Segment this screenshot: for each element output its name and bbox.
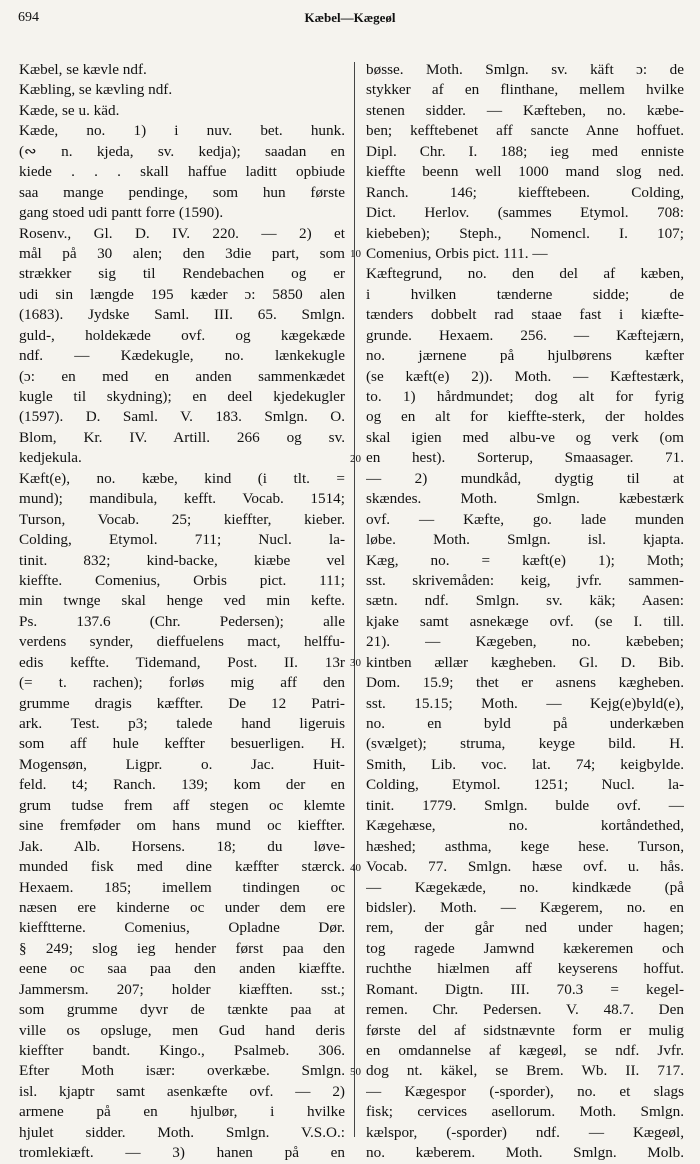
text-line: grumme dragis kæffter. De 12 Patri- — [19, 694, 345, 712]
text-line: tinit. 1779. Smlgn. bulde ovf. — — [366, 796, 684, 814]
text-line: eene oc saa paa den anden kiæffte. — [19, 960, 345, 978]
text-line: (se kæft(e) 2)). Moth. — Kæftestærk, — [366, 367, 684, 385]
text-line: Kæft(e), no. kæbe, kind (i tlt. = — [19, 469, 345, 487]
text-line: guld-, holdekæde ovf. og kægekæde — [19, 326, 345, 344]
text-line: som grumme dyvr de tænkte paa at — [19, 1001, 345, 1019]
text-line: Rosenv., Gl. D. IV. 220. — 2) et — [19, 224, 345, 242]
text-line: kiefftterne. Comenius, Opladne Dør. — [19, 919, 345, 937]
text-line: næsen ere kinderne oc under dem ere — [19, 898, 345, 916]
text-line: (∾ n. kjeda, sv. kedja); saadan en — [19, 142, 345, 160]
text-line: (1597). D. Saml. V. 183. Smlgn. O. — [19, 408, 345, 426]
text-line: — 2) mundkåd, dygtig til at — [366, 469, 684, 487]
text-line: sine fremføder om hans mund oc kieffter. — [19, 817, 345, 835]
text-line: (svælget); struma, keyge bild. H. — [366, 735, 684, 753]
text-line: Comenius, Orbis pict. 111. — — [366, 244, 548, 262]
column-divider — [354, 62, 355, 1137]
text-line: no. jærnene på hjulbørens kæfter — [366, 347, 684, 365]
text-line: sætn. ndf. Smlgn. sv. käk; Aasen: — [366, 592, 684, 610]
text-line: løbe. Moth. Smlgn. isl. kjapta. — [366, 531, 684, 549]
text-line: en hest). Sorterup, Smaasager. 71. — [366, 449, 684, 467]
text-line: sst. 15.15; Moth. — Kejg(e)byld(e), — [366, 694, 684, 712]
text-line: Mogensøn, Ligpr. o. Jac. Huit- — [19, 755, 345, 773]
right-column — [366, 60, 684, 1164]
text-line: bøsse. Moth. Smlgn. sv. käft ɔ: de — [366, 61, 684, 78]
text-line: tog ragede Jamwnd kækeremen och — [366, 939, 684, 957]
text-line: Colding, Etymol. 1251; Nucl. la- — [366, 776, 684, 794]
text-line: Kæg, no. = kæft(e) 1); Moth; — [366, 551, 684, 569]
text-line: Kæbling, se kævling ndf. — [19, 81, 173, 99]
text-line: Dipl. Chr. I. 188; ieg med enniste — [366, 142, 684, 160]
text-line: en omdannelse af kægeøl, se ndf. Jvfr. — [366, 1042, 684, 1059]
text-line: dog nt. käkel, se Brem. Wb. II. 717. — [366, 1062, 684, 1080]
text-line: Jammersm. 207; holder kiæfften. sst.; — [19, 980, 345, 998]
text-line: ovf. — Kæfte, go. lade munden — [366, 510, 684, 528]
text-line: skændes. Moth. Smlgn. kæbestærk — [366, 490, 684, 508]
text-line: udi sin længde 195 kæder ɔ: 5850 alen — [19, 285, 345, 303]
text-line: Ranch. 146; kiefftebeen. Colding, — [366, 183, 684, 201]
text-line: Kægehæse, no. kortåndethed, — [366, 817, 684, 835]
text-line: Dict. Herlov. (sammes Etymol. 708: — [366, 204, 684, 222]
text-line: Jak. Alb. Horsens. 18; du løve- — [19, 837, 345, 855]
text-line: Blom, Kr. IV. Artill. 266 og sv. — [19, 428, 345, 446]
running-title: Kæbel—Kægeøl — [304, 10, 396, 25]
text-line: kjake samt asnekæge ovf. (se I. till. — [366, 612, 684, 630]
text-line: rem, der går ned under hagen; — [366, 919, 684, 937]
text-line: (= t. rachen); forløs mig aff den — [19, 674, 345, 692]
line-number: 50 — [350, 1066, 361, 1079]
text-line: Efter Moth især: overkæbe. Smlgn. — [19, 1062, 345, 1080]
text-line: Colding, Etymol. 711; Nucl. la- — [19, 531, 345, 549]
text-line: kintben ællær kægheben. Gl. D. Bib. — [366, 653, 684, 671]
text-line: edis keffte. Tidemand, Post. II. 13r — [19, 653, 345, 671]
text-line: kieffte beenn well 1000 mand slog ned. — [366, 163, 684, 181]
text-line: Vocab. 77. Smlgn. hæse ovf. u. hås. — [366, 858, 684, 876]
text-line: grum tudse frem aff stegen oc klemte — [19, 796, 345, 814]
text-line: mund); mandibula, kefft. Vocab. 1514; — [19, 490, 345, 508]
text-line: ruchthe hiælmen aff keyserens hoffut. — [366, 960, 684, 978]
line-number: 20 — [350, 452, 361, 465]
text-line: fisk; cervices asellorum. Moth. Smlgn. — [366, 1103, 684, 1121]
text-line: ville os opsluge, men Gud hand deris — [19, 1021, 345, 1039]
text-line: feld. t4; Ranch. 139; kom der en — [19, 776, 345, 794]
text-line: grunde. Hexaem. 256. — Kæftejærn, — [366, 326, 684, 344]
text-line: 21). — Kægeben, no. kæbeben; — [366, 633, 684, 651]
text-line: remen. Chr. Pedersen. V. 48.7. Den — [366, 1001, 684, 1019]
text-line: armene på en hjulbør, i hvilke — [19, 1103, 345, 1121]
text-line: strækker sig til Rendebachen og er — [19, 265, 345, 283]
text-line: kieffte. Comenius, Orbis pict. 111; — [19, 571, 345, 589]
text-line: Turson, Vocab. 25; kieffter, kieber. — [19, 510, 345, 528]
text-line: kælspor, (-sporder) ndf. — Kægeøl, — [366, 1123, 684, 1141]
text-line: to. 1) hårdmundet; dog alt for fyrig — [366, 388, 684, 405]
text-line: i hvilken tænderne sidde; de — [366, 285, 684, 303]
left-column — [19, 60, 345, 1164]
text-line: ark. Test. p3; talede hand ligeruis — [19, 715, 345, 732]
text-line: som aff hule keffter besuerligen. H. — [19, 735, 345, 753]
text-line: mål på 30 alen; den 3die part, som — [19, 244, 345, 262]
text-line: hjulet sidder. Moth. Smlgn. V.S.O.: — [19, 1123, 345, 1141]
text-line: sst. skrivemåden: keig, jvfr. sammen- — [366, 571, 684, 589]
text-line: første del af sidstnævnte form er mulig — [366, 1021, 684, 1039]
text-line: kiede . . . skall haffue laditt opbiude — [19, 163, 345, 181]
text-line: saa mange pendinge, som hun første — [19, 183, 345, 201]
text-line: Ps. 137.6 (Chr. Pedersen); alle — [19, 612, 345, 630]
text-line: ben; kefftebenet aff sancte Anne hoffuet. — [366, 122, 684, 140]
text-line: — Kægespor (-sporder), no. et slags — [366, 1082, 684, 1100]
text-line: § 249; slog ieg hender først paa den — [19, 939, 345, 957]
line-number: 10 — [350, 248, 361, 261]
text-line: og en alt for kieffte-sterk, der holdes — [366, 408, 684, 426]
text-line: hæshed; asthma, kege hese. Turson, — [366, 837, 684, 855]
text-line: gang stoed udi pantt forre (1590). — [19, 204, 224, 222]
text-line: min twnge skal henge ved min kefte. — [19, 592, 345, 610]
text-line: kedjekula. — [19, 449, 82, 467]
text-line: stykker af en flinthane, mellem hvilke — [366, 81, 684, 99]
text-line: Dom. 15.9; thet er asnens kægheben. — [366, 674, 684, 692]
text-line: tænders dobbelt rad staae fast i kiæfte- — [366, 306, 684, 324]
text-line: (ɔ: en med en anden sammenkædet — [19, 367, 345, 385]
text-line: — Kægekæde, no. kindkæde (på — [366, 878, 684, 896]
page-header — [18, 10, 682, 32]
line-number: 30 — [350, 657, 361, 670]
text-line: tromlekiæft. — 3) hanen på en — [19, 1144, 345, 1162]
text-line: bidsler). Moth. — Kægerem, no. en — [366, 898, 684, 916]
text-line: Romant. Digtn. III. 70.3 = kegel- — [366, 980, 684, 998]
text-line: isl. kjaptr samt asenkæfte ovf. — 2) — [19, 1082, 345, 1100]
text-line: (1683). Jydske Saml. III. 65. Smlgn. — [19, 306, 345, 324]
text-line: no. en byld på underkæben — [366, 715, 684, 732]
text-line: Smith, Lib. voc. lat. 74; keigbylde. — [366, 755, 684, 773]
page-number: 694 — [18, 10, 39, 25]
text-line: kugle til skydning); en deel kjedekugler — [19, 388, 345, 405]
text-line: stenen sidder. — Kæfteben, no. kæbe- — [366, 101, 684, 119]
text-line: Kæde, no. 1) i nuv. bet. hunk. — [19, 122, 345, 140]
text-line: Hexaem. 185; imellem tindingen oc — [19, 878, 345, 896]
text-line: munded fisk med dine kæffter stærck. — [19, 858, 345, 876]
text-line: tinit. 832; kind-backe, kiæbe vel — [19, 551, 345, 569]
text-line: verdens synder, dieffuelens mact, helffu- — [19, 633, 345, 651]
text-line: kiebeben); Steph., Nomencl. I. 107; — [366, 224, 684, 242]
text-line: Kæftegrund, no. den del af kæben, — [366, 265, 684, 283]
text-line: ndf. — Kædekugle, no. lænkekugle — [19, 347, 345, 365]
line-number: 40 — [350, 861, 361, 874]
text-line: no. kæberem. Moth. Smlgn. Molb. — [366, 1144, 684, 1162]
text-line: kieffter bandt. Kingo., Psalmeb. 306. — [19, 1042, 345, 1059]
text-line: Kæbel, se kævle ndf. — [19, 61, 147, 78]
text-line: Kæde, se u. käd. — [19, 101, 120, 119]
text-line: skal igien med albu-ve og verk (om — [366, 428, 684, 446]
